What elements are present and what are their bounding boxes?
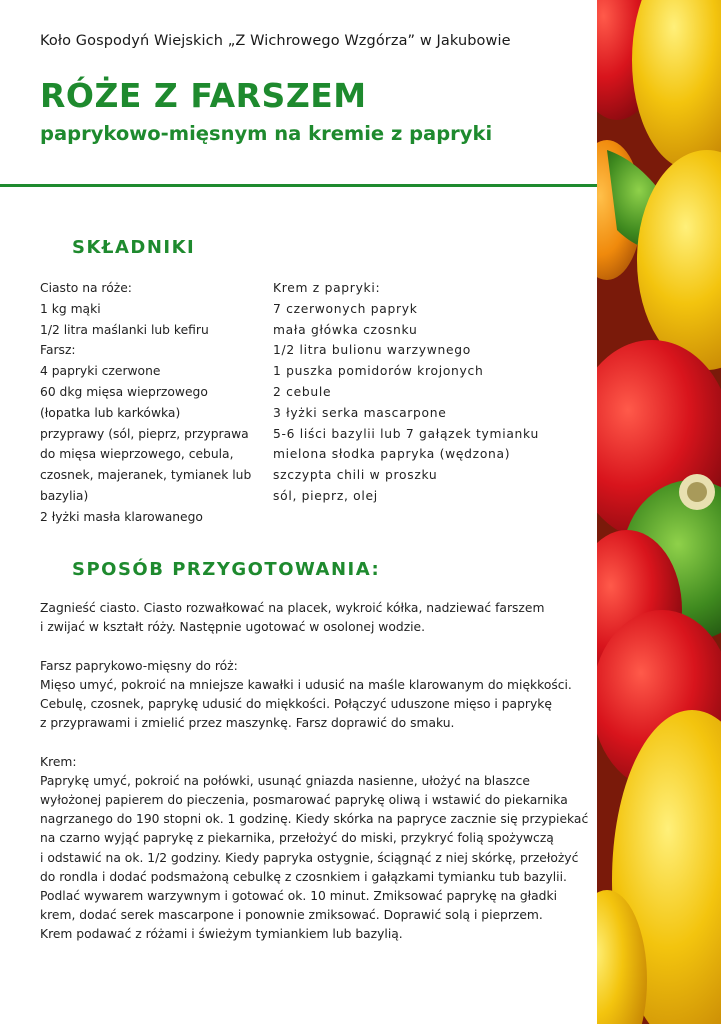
ingredients-heading: SKŁADNIKI	[72, 237, 196, 258]
ingredient-item: Ciasto na róże:	[40, 281, 132, 295]
ingredient-item: 4 papryki czerwone	[40, 364, 161, 379]
ingredient-item: 5-6 liści bazylii lub 7 gałązek tymianku	[273, 426, 539, 441]
method-line: Paprykę umyć, pokroić na połówki, usunąć gniazda nasienne, ułożyć na blaszce	[40, 773, 530, 788]
ingredient-item: czosnek, majeranek, tymianek lub	[40, 468, 252, 483]
ingredient-item: 2 cebule	[273, 384, 332, 399]
ingredient-item: do mięsa wieprzowego, cebula,	[40, 447, 234, 462]
method-line: Krem:	[40, 754, 77, 769]
method-line: i odstawić na ok. 1/2 godziny. Kiedy papryka ostygnie, ściągnąć z niej skórkę, przełożyć	[40, 850, 579, 865]
method-paragraph	[40, 753, 589, 945]
ingredient-item: 1/2 litra bulionu warzywnego	[273, 343, 472, 358]
method-heading: SPOSÓB PRZYGOTOWANIA:	[72, 559, 381, 580]
method-line: na czarno wyjąć paprykę z piekarnika, przełożyć do miski, przykryć folią spożywczą	[40, 831, 554, 846]
method-line: Krem podawać z różami i świeżym tymiankiem lub bazylią.	[40, 927, 403, 942]
method-paragraph	[40, 657, 585, 734]
ingredient-item: 2 łyżki masła klarowanego	[40, 509, 203, 524]
method-paragraph	[40, 599, 585, 637]
ingredient-item: 3 łyżki serka mascarpone	[273, 405, 447, 420]
method-line: nagrzanego do 190 stopni ok. 1 godzinę. Kiedy skórka na papryce zacznie się przypiekać	[40, 812, 589, 827]
ingredient-item: mała główka czosnku	[273, 322, 418, 337]
method-line: krem, dodać serek mascarpone i ponownie zmiksować. Doprawić solą i pieprzem.	[40, 908, 543, 923]
header-divider	[0, 184, 597, 187]
ingredient-item: szczypta chili w proszku	[273, 468, 438, 483]
ingredient-item: Krem z papryki:	[273, 281, 381, 295]
peppers-photo	[597, 0, 721, 1024]
method-line: z przyprawami i zmielić przez maszynkę. Farsz doprawić do smaku.	[40, 716, 455, 731]
method-text	[40, 599, 589, 964]
ingredient-item: 7 czerwonych papryk	[273, 301, 418, 316]
method-line: do rondla i dodać podsmażoną cebulkę z czosnkiem i gałązkami tymianku tub bazylii.	[40, 869, 567, 884]
recipe-title: RÓŻE Z FARSZEM	[40, 76, 367, 115]
ingredient-item: przyprawy (sól, pieprz, przyprawa	[40, 426, 249, 441]
ingredients-list-left	[40, 278, 251, 528]
ingredients-list-right	[273, 278, 539, 507]
method-line: Zagnieść ciasto. Ciasto rozwałkować na placek, wykroić kółka, nadziewać farszem	[40, 601, 545, 615]
method-line: Podlać wywarem warzywnym i gotować ok. 10 minut. Zmiksować paprykę na gładki	[40, 889, 558, 904]
ingredient-item: 1 puszka pomidorów krojonych	[273, 364, 484, 379]
method-line: Cebulę, czosnek, paprykę udusić do miękkości. Połączyć uduszone mięso i paprykę	[40, 697, 552, 711]
ingredient-item: sól, pieprz, olej	[273, 488, 378, 503]
organization-name: Koło Gospodyń Wiejskich „Z Wichrowego Wzgórza” w Jakubowie	[40, 33, 511, 49]
method-line: i zwijać w kształt róży. Następnie ugotować w osolonej wodzie.	[40, 620, 426, 635]
method-line: Mięso umyć, pokroić na mniejsze kawałki i udusić na maśle klarowanym do miękkości.	[40, 677, 572, 692]
ingredient-item: 1/2 litra maślanki lub kefiru	[40, 322, 209, 337]
method-line: Farsz paprykowo-mięsny do róż:	[40, 658, 238, 673]
ingredient-item: mielona słodka papryka (wędzona)	[273, 447, 511, 462]
ingredient-item: Farsz:	[40, 343, 76, 358]
ingredient-item: (łopatka lub karkówka)	[40, 405, 181, 420]
ingredient-item: 60 dkg mięsa wieprzowego	[40, 384, 208, 399]
method-line: wyłożonej papierem do pieczenia, posmarować paprykę oliwą i wstawić do piekarnika	[40, 793, 568, 807]
ingredient-item: 1 kg mąki	[40, 301, 101, 316]
ingredient-item: bazylia)	[40, 488, 89, 503]
recipe-subtitle: paprykowo-mięsnym na kremie z papryki	[40, 122, 493, 145]
